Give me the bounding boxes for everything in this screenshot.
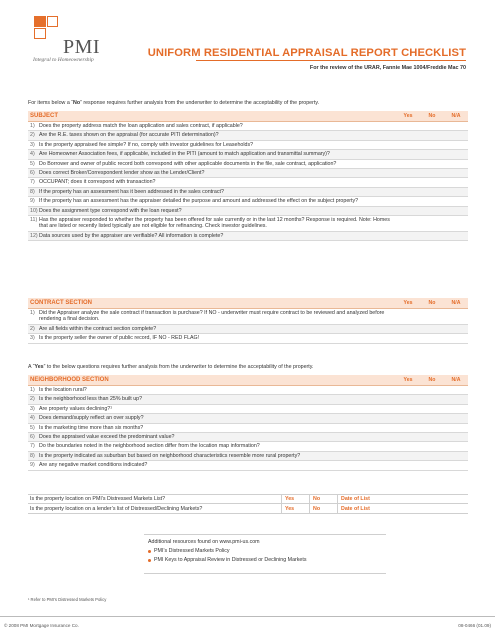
checklist-row: [28, 325, 468, 334]
answer-cell-no[interactable]: [420, 424, 444, 432]
resource-item[interactable]: [148, 557, 386, 563]
row-number: 7): [30, 443, 35, 450]
row-question: Is the property indicated as suburban but based on neighborhood characteristics resemble more rural property?: [39, 452, 301, 459]
row-question: If the property has an assessment has the appraiser detailed the purpose and amount and addressed the effect on the subject property?: [39, 198, 359, 205]
row-number: 4): [30, 151, 35, 158]
answer-cell-yes[interactable]: [396, 386, 420, 394]
checklist-row: [28, 433, 468, 442]
row-question: Are the R.E. taxes shown on the appraisal (for accurate PITI determination)?: [39, 132, 219, 139]
answer-cell-yes[interactable]: [396, 150, 420, 158]
checklist-row: [28, 442, 468, 451]
answer-cell-yes[interactable]: [396, 461, 420, 469]
answer-cell-yes[interactable]: [396, 433, 420, 441]
answer-cell-yes[interactable]: [396, 207, 420, 215]
row-number: 1): [30, 387, 35, 393]
answer-cell-na[interactable]: [444, 309, 468, 324]
footnote: ¹ Refer to PMI’s Distressed Markets Policy: [28, 597, 107, 602]
row-question: Is the marketing time more than six months?: [39, 424, 144, 431]
market-yes-option[interactable]: Yes: [282, 504, 310, 513]
section-title: SUBJECT: [30, 113, 59, 119]
checklist-row: [28, 395, 468, 404]
checklist-row: [28, 197, 468, 206]
distressed-markets-table: [28, 494, 468, 514]
neighborhood-section: [28, 375, 468, 471]
col-no: No: [428, 113, 436, 119]
resource-link[interactable]: PMI Keys to Appraisal Review in Distressed or Declining Markets: [154, 557, 307, 563]
market-question: Is the property location on PMI’s Distressed Markets List?: [28, 495, 282, 503]
intro-no-note: For items below a “No” response requires further analysis from the underwriter to determine the acceptability of the property.: [28, 100, 320, 106]
row-question: Do Borrower and owner of public record both correspond with other applicable documents in the file, sale contract, application?: [39, 160, 337, 167]
row-number: 3): [30, 335, 35, 342]
answer-cell-yes[interactable]: [396, 405, 420, 413]
answer-cell-yes[interactable]: [396, 395, 420, 403]
col-no: No: [428, 300, 436, 306]
market-question: Is the property location on a lender’s list of Distressed/Declining Markets?: [28, 504, 282, 513]
row-question: Data sources used by the appraiser are verifiable? All information is complete?: [39, 232, 224, 239]
row-question: Do the boundaries noted in the neighborhood section differ from the location map information?: [39, 443, 260, 450]
answer-cell-na[interactable]: [444, 188, 468, 196]
pmi-logo-mark-icon: [34, 16, 60, 40]
answer-cell-no[interactable]: [420, 325, 444, 333]
checklist-row: [28, 216, 468, 232]
row-question: Does the property address match the loan application and sales contract, if applicable?: [39, 123, 243, 129]
answer-cell-no[interactable]: [420, 334, 444, 342]
answer-cell-na[interactable]: [444, 178, 468, 186]
checklist-row: [28, 150, 468, 159]
checklist-row: [28, 334, 468, 343]
answer-cell-na[interactable]: [444, 232, 468, 240]
answer-cell-yes[interactable]: [396, 141, 420, 149]
answer-cell-na[interactable]: [444, 141, 468, 149]
intro-yes-note: A “Yes” to the below questions requires further analysis from the underwriter to determine the acceptability of the property.: [28, 364, 314, 370]
answer-cell-na[interactable]: [444, 334, 468, 342]
answer-cell-yes[interactable]: [396, 334, 420, 342]
answer-cell-na[interactable]: [444, 461, 468, 469]
row-number: 2): [30, 325, 35, 332]
checklist-row: [28, 178, 468, 187]
answer-cell-na[interactable]: [444, 169, 468, 177]
answer-cell-yes[interactable]: [396, 197, 420, 205]
row-question: OCCUPANT; does it correspond with transaction?: [39, 179, 156, 186]
col-yes: Yes: [403, 377, 413, 383]
contract-section: [28, 298, 468, 344]
contract-section-header: [28, 298, 468, 309]
checklist-row: [28, 160, 468, 169]
row-number: 11): [30, 217, 38, 224]
answer-cell-yes[interactable]: [396, 232, 420, 240]
row-number: 6): [30, 434, 35, 441]
answer-cell-yes[interactable]: [396, 188, 420, 196]
answer-cell-na[interactable]: [444, 325, 468, 333]
market-yes-option[interactable]: Yes: [282, 495, 310, 503]
answer-cell-yes[interactable]: [396, 414, 420, 422]
subject-section: [28, 111, 468, 241]
market-no-option[interactable]: No: [310, 495, 338, 503]
logo-tagline: Integral to Homeownership: [33, 57, 94, 63]
row-number: 5): [30, 160, 35, 167]
row-question: Is the property seller the owner of public record, IF NO - RED FLAG!: [39, 335, 200, 342]
answer-cell-na[interactable]: [444, 131, 468, 139]
answer-cell-no[interactable]: [420, 452, 444, 460]
subject-section-header: [28, 111, 468, 122]
answer-cell-no[interactable]: [420, 141, 444, 149]
answer-cell-yes[interactable]: [396, 169, 420, 177]
answer-cell-yes[interactable]: [396, 309, 420, 324]
answer-cell-yes[interactable]: [396, 424, 420, 432]
section-title: NEIGHBORHOOD SECTION: [30, 377, 109, 383]
answer-cell-no[interactable]: [420, 414, 444, 422]
checklist-row: [28, 122, 468, 131]
checklist-row: [28, 386, 468, 395]
answer-cell-yes[interactable]: [396, 160, 420, 168]
resource-link[interactable]: PMI’s Distressed Markets Policy: [154, 548, 230, 554]
answer-cell-no[interactable]: [420, 188, 444, 196]
col-yes: Yes: [403, 113, 413, 119]
answer-cell-no[interactable]: [420, 442, 444, 450]
row-number: 3): [30, 141, 35, 148]
row-question: Did the Appraiser analyze the sale contract if transaction is purchase? If NO - underwriter must require contract to be reviewed and analyzed before rendering a final decision.: [39, 310, 385, 323]
answer-cell-na[interactable]: [444, 452, 468, 460]
checklist-row: [28, 452, 468, 461]
answer-cell-na[interactable]: [444, 386, 468, 394]
row-number: 2): [30, 396, 35, 403]
answer-cell-yes[interactable]: [396, 122, 420, 130]
col-na: N/A: [451, 377, 461, 383]
answer-cell-no[interactable]: [420, 122, 444, 130]
row-question: Is the neighborhood less than 25% built up?: [39, 396, 143, 403]
answer-cell-no[interactable]: [420, 216, 444, 231]
answer-cell-yes[interactable]: [396, 216, 420, 231]
copyright: © 2008 PMI Mortgage Insurance Co.: [4, 623, 79, 628]
additional-resources-box: [144, 534, 386, 574]
answer-cell-no[interactable]: [420, 178, 444, 186]
market-no-option[interactable]: No: [310, 504, 338, 513]
section-title: CONTRACT SECTION: [30, 300, 92, 306]
col-no: No: [428, 377, 436, 383]
answer-cell-no[interactable]: [420, 207, 444, 215]
form-number: 08-0466 (01.09): [458, 623, 491, 628]
row-question: If the property has an assessment has it been addressed in the sales contract?: [39, 188, 224, 195]
row-number: 10): [30, 207, 38, 214]
answer-cell-yes[interactable]: [396, 442, 420, 450]
row-number: 2): [30, 132, 35, 139]
resources-lead: Additional resources found on www.pmi-us.com: [148, 539, 260, 545]
row-question: Are property values declining?¹: [39, 405, 113, 412]
answer-cell-na[interactable]: [444, 150, 468, 158]
market-date-field[interactable]: Date of List: [341, 505, 370, 512]
row-number: 9): [30, 198, 35, 205]
col-yes: Yes: [403, 300, 413, 306]
answer-cell-yes[interactable]: [396, 178, 420, 186]
market-row: [28, 504, 468, 514]
answer-cell-na[interactable]: [444, 433, 468, 441]
row-question: Is the property appraised fee simple? If no, comply with investor guidelines for Leaseholds?: [39, 141, 254, 148]
row-number: 3): [30, 405, 35, 412]
row-number: 1): [30, 310, 35, 316]
market-date-field[interactable]: Date of List: [341, 496, 370, 502]
checklist-row: [28, 414, 468, 423]
row-number: 8): [30, 452, 35, 459]
answer-cell-no[interactable]: [420, 169, 444, 177]
answer-cell-yes[interactable]: [396, 452, 420, 460]
row-number: 12): [30, 232, 38, 239]
answer-cell-yes[interactable]: [396, 325, 420, 333]
page-title: UNIFORM RESIDENTIAL APPRAISAL REPORT CHECKLIST: [147, 47, 466, 59]
logo-name: PMI: [63, 36, 101, 58]
row-number: 1): [30, 123, 35, 129]
row-number: 5): [30, 424, 35, 431]
answer-cell-na[interactable]: [444, 122, 468, 130]
row-question: Does the assignment type correspond with the loan request?: [39, 207, 182, 214]
answer-cell-no[interactable]: [420, 150, 444, 158]
checklist-row: [28, 141, 468, 150]
col-na: N/A: [451, 300, 461, 306]
checklist-row: [28, 131, 468, 140]
row-question: Is the location rural?: [39, 387, 87, 393]
answer-cell-na[interactable]: [444, 395, 468, 403]
checklist-row: [28, 309, 468, 325]
row-number: 7): [30, 179, 35, 186]
checklist-row: [28, 188, 468, 197]
row-question: Are all fields within the contract section complete?: [39, 325, 157, 332]
answer-cell-yes[interactable]: [396, 131, 420, 139]
row-number: 6): [30, 170, 35, 177]
answer-cell-na[interactable]: [444, 414, 468, 422]
checklist-row: [28, 232, 468, 241]
checklist-row: [28, 461, 468, 470]
answer-cell-na[interactable]: [444, 442, 468, 450]
answer-cell-na[interactable]: [444, 207, 468, 215]
row-question: Are Homeowner Association fees, if applicable, included in the PITI (amount to match application and transmittal summary)?: [39, 151, 330, 158]
row-question: Does demand/supply reflect an over supply?: [39, 415, 144, 422]
neighborhood-section-header: [28, 375, 468, 386]
answer-cell-na[interactable]: [444, 216, 468, 231]
row-number: 8): [30, 188, 35, 195]
answer-cell-na[interactable]: [444, 424, 468, 432]
answer-cell-na[interactable]: [444, 405, 468, 413]
market-row: [28, 494, 468, 504]
row-question: Does the appraised value exceed the predominant value?: [39, 434, 175, 441]
answer-cell-no[interactable]: [420, 160, 444, 168]
checklist-row: [28, 424, 468, 433]
checklist-row: [28, 405, 468, 414]
answer-cell-no[interactable]: [420, 433, 444, 441]
answer-cell-no[interactable]: [420, 405, 444, 413]
checklist-row: [28, 207, 468, 216]
page-subtitle: For the review of the URAR, Fannie Mae 1004/Freddie Mac 70: [309, 65, 466, 71]
pmi-logo: [31, 16, 126, 66]
answer-cell-na[interactable]: [444, 160, 468, 168]
col-na: N/A: [451, 113, 461, 119]
answer-cell-no[interactable]: [420, 131, 444, 139]
answer-cell-no[interactable]: [420, 232, 444, 240]
answer-cell-no[interactable]: [420, 461, 444, 469]
row-question: Does correct Broker/Correspondent lender show as the Lender/Client?: [39, 170, 205, 177]
row-question: Has the appraiser responded to whether the property has been offered for sale currently or in the last 12 months? Response is required. Note: Homes that are listed or recently listed typically are not eligible for refinancing. Check investor guidelines.: [39, 217, 390, 230]
title-divider: [196, 60, 466, 61]
answer-cell-na[interactable]: [444, 197, 468, 205]
resource-item[interactable]: [148, 548, 386, 554]
answer-cell-no[interactable]: [420, 386, 444, 394]
bullet-icon: [148, 550, 151, 553]
answer-cell-no[interactable]: [420, 395, 444, 403]
bullet-icon: [148, 559, 151, 562]
row-number: 4): [30, 415, 35, 422]
row-question: Are any negative market conditions indicated?: [39, 462, 148, 469]
footer-divider: [0, 616, 495, 617]
checklist-row: [28, 169, 468, 178]
row-number: 9): [30, 462, 35, 469]
answer-cell-no[interactable]: [420, 197, 444, 205]
answer-cell-no[interactable]: [420, 309, 444, 324]
